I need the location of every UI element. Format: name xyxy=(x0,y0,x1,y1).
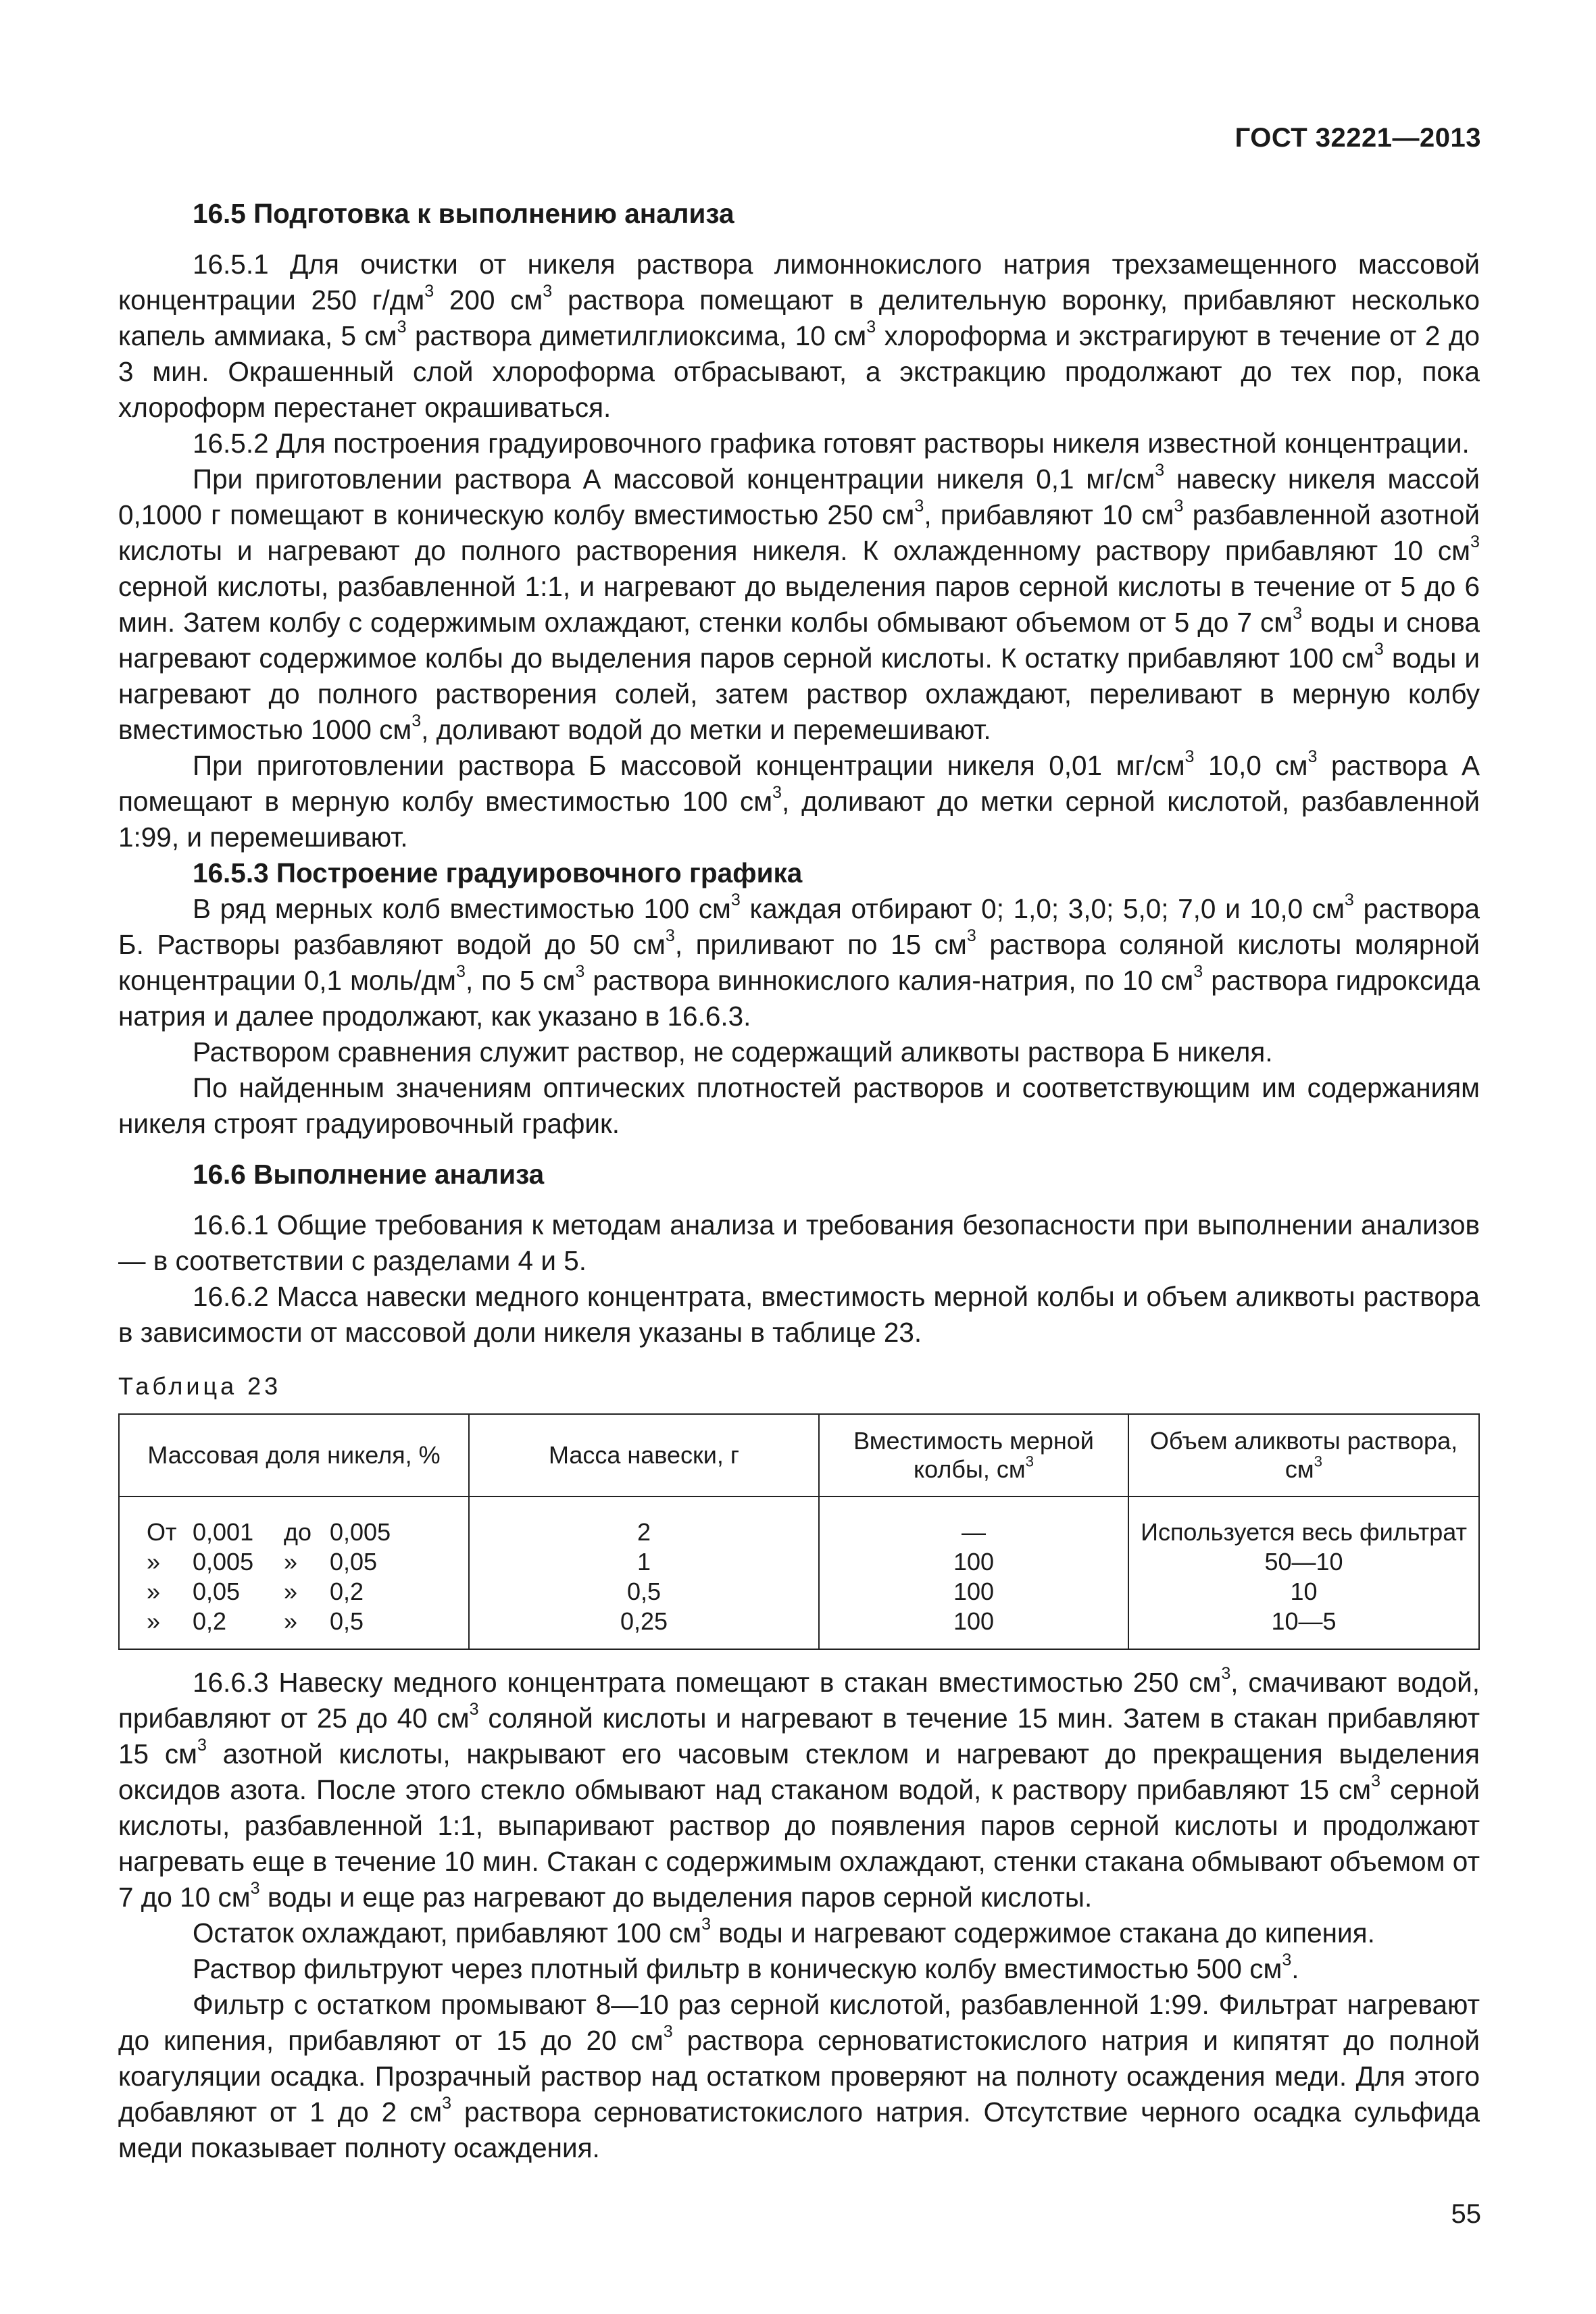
range-row: » 0,2 » 0,5 xyxy=(147,1607,364,1635)
paragraph-reference-solution: Раствором сравнения служит раствор, не содержащий аликвоты раствора Б никеля. xyxy=(193,1036,1273,1067)
paragraph-16-6-3: 16.6.3 Навеску медного концентрата помещают в стакан вместимостью 250 $см^3$, смачивают водой, прибавляют от 25 до 40 $см^3$ соляной кислоты и нагревают в течение 15 мин. Затем в стакан прибавляют 15 $см^3$ азотной кислоты, накрывают его часовым стеклом и нагревают до прекращения выделения оксидов азота. После этого стекло обмывают над стаканом водой, к раствору прибавляют 15 $см^3$ серной кислоты, разбавленной 1:1, выпаривают раствор до появления паров серной кислоты и продолжают нагревать еще в течение 10 мин. Стакан с содержимым охлаждают, стенки стакана обмывают объемом от 7 до 10 $см^3$ воды и еще раз нагревают до выделения паров серной кислоты. xyxy=(118,1664,1480,1913)
section-16-5-title: 16.5 Подготовка к выполнению анализа xyxy=(193,198,734,229)
paragraph-residue-cooling: Остаток охлаждают, прибавляют 100 $см^3$ воды и нагревают содержимое стакана до кипения. xyxy=(193,1915,1375,1948)
table-23 xyxy=(118,1413,1480,1650)
header-aliquot-volume: Объем аликвоты раствора, $см^3$ xyxy=(1128,1414,1479,1496)
document-body xyxy=(118,196,1480,2166)
paragraph-filter-washing: Фильтр с остатком промывают 8—10 раз серной кислотой, разбавленной 1:99. Фильтрат нагревают до кипения, прибавляют от 15 до 20 $см^3$ раствора серноватистокислого натрия и кипятят до полной коагуляции осадка. Прозрачный раствор над остатком проверяют на полноту осаждения меди. Для этого добавляют от 1 до 2 $см^3$ раствора серноватистокислого натрия. Отсутствие черного осадка сульфида меди показывает полноту осаждения. xyxy=(118,1989,1480,2163)
header-flask-volume: Вместимость мерной колбы, $см^3$ xyxy=(819,1414,1128,1496)
nickel-fraction-ranges xyxy=(119,1496,469,1649)
paragraph-16-6-1: 16.6.1 Общие требования к методам анализа и требования безопасности при выполнении анализов — в соответствии с разделами 4 и 5. xyxy=(118,1209,1480,1276)
page-number: 55 xyxy=(1451,2199,1481,2229)
paragraph-16-5-2: 16.5.2 Для построения градуировочного графика готовят растворы никеля известной концентрации. xyxy=(193,428,1470,459)
flask-volume-values: — 100 100 100 xyxy=(819,1496,1128,1649)
section-16-5-3-title: 16.5.3 Построение градуировочного графика xyxy=(193,857,803,888)
paragraph-16-5-1: 16.5.1 Для очистки от никеля раствора лимоннокислого натрия трехзамещенного массовой концентрации 250 $г/дм^3$ 200 $см^3$ раствора помещают в делительную воронку, прибавляют несколько капель аммиака, 5 $см^3$ раствора диметилглиоксима, 10 $см^3$ хлороформа и экстрагируют в течение от 2 до 3 мин. Окрашенный слой хлороформа отбрасывают, а экстракцию продолжают до тех пор, пока хлороформ перестанет окрашиваться. xyxy=(118,249,1480,423)
table-caption: Таблица 23 xyxy=(118,1372,282,1400)
paragraph-calibration-graph: По найденным значениям оптических плотностей растворов и соответствующим им содержаниям никеля строят градуировочный график. xyxy=(118,1072,1480,1139)
aliquot-volume-values: Используется весь фильтрат 50—10 10 10—5 xyxy=(1128,1496,1479,1649)
range-row: » 0,05 » 0,2 xyxy=(147,1578,364,1605)
table-row xyxy=(119,1496,1479,1649)
range-row: » 0,005 » 0,05 xyxy=(147,1548,378,1576)
section-16-6-title: 16.6 Выполнение анализа xyxy=(193,1159,545,1190)
paragraph-solution-b: При приготовлении раствора Б массовой концентрации никеля 0,01 $мг/см^3$ 10,0 $см^3$ раствора А помещают в мерную колбу вместимостью 100 $см^3$, доливают до метки серной кислотой, разбавленной 1:99, и перемешивают. xyxy=(118,747,1480,853)
header-sample-mass: Масса навески, г xyxy=(469,1414,819,1496)
range-row: От 0,001 до 0,005 xyxy=(147,1518,391,1546)
document-number: ГОСТ 32221—2013 xyxy=(1235,123,1481,153)
paragraph-filtration: Раствор фильтруют через плотный фильтр в коническую колбу вместимостью 500 $см^3$. xyxy=(193,1951,1299,1984)
paragraph-16-6-2: 16.6.2 Масса навески медного концентрата, вместимость мерной колбы и объем аликвоты раствора в зависимости от массовой доли никеля указаны в таблице 23. xyxy=(118,1281,1480,1348)
header-nickel-fraction: Массовая доля никеля, % xyxy=(119,1414,469,1496)
table-header-row xyxy=(119,1414,1479,1496)
paragraph-solution-a: При приготовлении раствора А массовой концентрации никеля 0,1 $мг/см^3$ навеску никеля массой 0,1000 г помещают в коническую колбу вместимостью 250 $см^3$, прибавляют 10 $см^3$ разбавленной азотной кислоты и нагревают до полного растворения никеля. К охлажденному раствору прибавляют 10 $см^3$ серной кислоты, разбавленной 1:1, и нагревают до выделения паров серной кислоты в течение от 5 до 6 мин. Затем колбу с содержимым охлаждают, стенки колбы обмывают объемом от 5 до 7 $см^3$ воды и снова нагревают содержимое колбы до выделения паров серной кислоты. К остатку прибавляют 100 $см^3$ воды и нагревают до полного растворения солей, затем раствор охлаждают, переливают в мерную колбу вместимостью 1000 $см^3$, доливают водой до метки и перемешивают. xyxy=(118,461,1480,745)
sample-mass-values: 2 1 0,5 0,25 xyxy=(469,1496,819,1649)
paragraph-16-5-3: В ряд мерных колб вместимостью 100 $см^3$ каждая отбирают 0; 1,0; 3,0; 5,0; 7,0 и 10,0 $см^3$ раствора Б. Растворы разбавляют водой до 50 $см^3$, приливают по 15 $см^3$ раствора соляной кислоты молярной концентрации 0,1 моль/$дм^3$, по 5 $см^3$ раствора виннокислого калия-натрия, по 10 $см^3$ раствора гидроксида натрия и далее продолжают, как указано в 16.6.3. xyxy=(118,890,1480,1032)
